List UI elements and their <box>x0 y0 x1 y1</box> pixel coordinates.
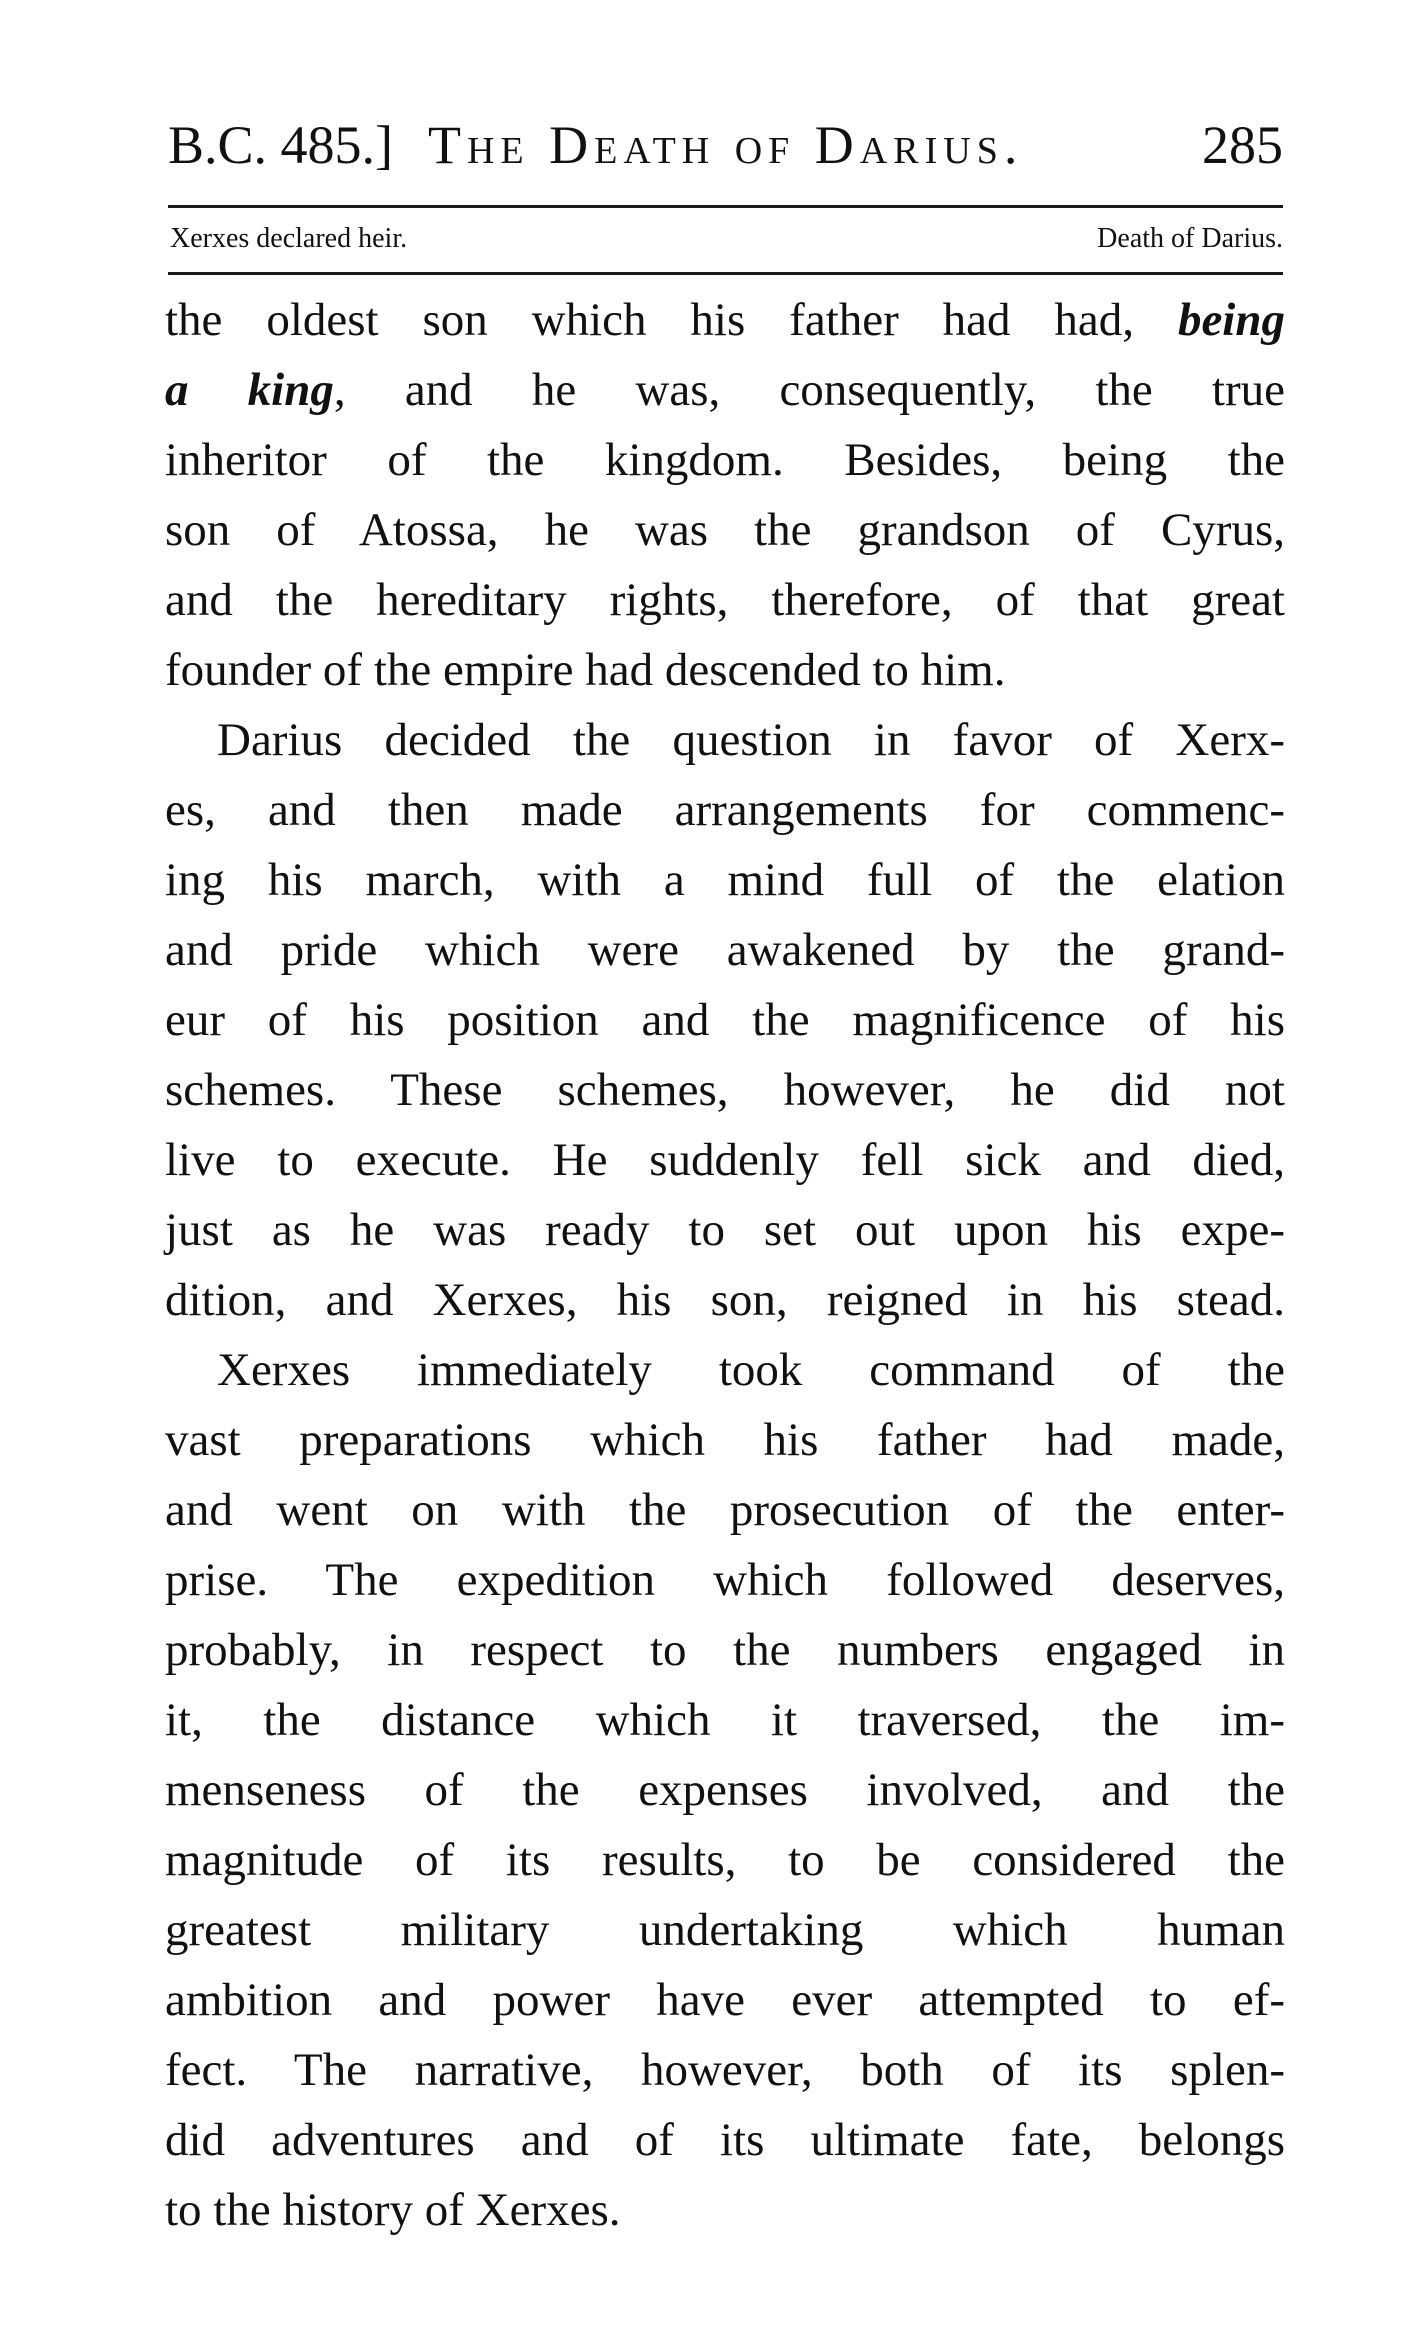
sidenote-right: Death of Darius. <box>1097 223 1283 254</box>
header-rule-bottom <box>168 272 1283 275</box>
text-line: eur of his position and the magnificence of his <box>165 994 1285 1046</box>
text-line: a king, and he was, consequently, the true <box>165 364 1285 416</box>
text-line: ambition and power have ever attempted to ef- <box>165 1974 1285 2026</box>
text-line: just as he was ready to set out upon his expe- <box>165 1204 1285 1256</box>
header-rule-top <box>168 205 1283 208</box>
text-line: probably, in respect to the numbers engaged in <box>165 1624 1285 1676</box>
text-line: fect. The narrative, however, both of its splen- <box>165 2044 1285 2096</box>
text-line: Darius decided the question in favor of Xerx- <box>217 714 1285 766</box>
text-line: ing his march, with a mind full of the elation <box>165 854 1285 906</box>
text-line: prise. The expedition which followed deserves, <box>165 1554 1285 1606</box>
text-line: it, the distance which it traversed, the im- <box>165 1694 1285 1746</box>
body-text <box>165 285 1285 2245</box>
text-line: and went on with the prosecution of the enter- <box>165 1484 1285 1536</box>
text-line: son of Atossa, he was the grandson of Cyrus, <box>165 504 1285 556</box>
running-head <box>168 110 1283 180</box>
text-line: inheritor of the kingdom. Besides, being the <box>165 434 1285 486</box>
text-line: menseness of the expenses involved, and the <box>165 1764 1285 1816</box>
header-date: B.C. 485.] <box>168 115 394 175</box>
header-title: The Death of Darius. <box>428 115 1024 175</box>
text-line: the oldest son which his father had had, being <box>165 294 1285 346</box>
text-line: to the history of Xerxes. <box>165 2184 621 2236</box>
text-line: and pride which were awakened by the grand- <box>165 924 1285 976</box>
text-line: greatest military undertaking which human <box>165 1904 1285 1956</box>
text-line: dition, and Xerxes, his son, reigned in his stead. <box>165 1274 1285 1326</box>
text-line: magnitude of its results, to be considered the <box>165 1834 1285 1886</box>
text-line: es, and then made arrangements for commenc- <box>165 784 1285 836</box>
text-line: founder of the empire had descended to him. <box>165 644 1006 696</box>
text-line: did adventures and of its ultimate fate, belongs <box>165 2114 1285 2166</box>
sidenote-left: Xerxes declared heir. <box>170 223 408 254</box>
text-line: vast preparations which his father had made, <box>165 1414 1285 1466</box>
page-number: 285 <box>1202 115 1283 175</box>
text-line: Xerxes immediately took command of the <box>217 1344 1285 1396</box>
text-line: and the hereditary rights, therefore, of that great <box>165 574 1285 626</box>
text-line: schemes. These schemes, however, he did not <box>165 1064 1285 1116</box>
text-line: live to execute. He suddenly fell sick and died, <box>165 1134 1285 1186</box>
